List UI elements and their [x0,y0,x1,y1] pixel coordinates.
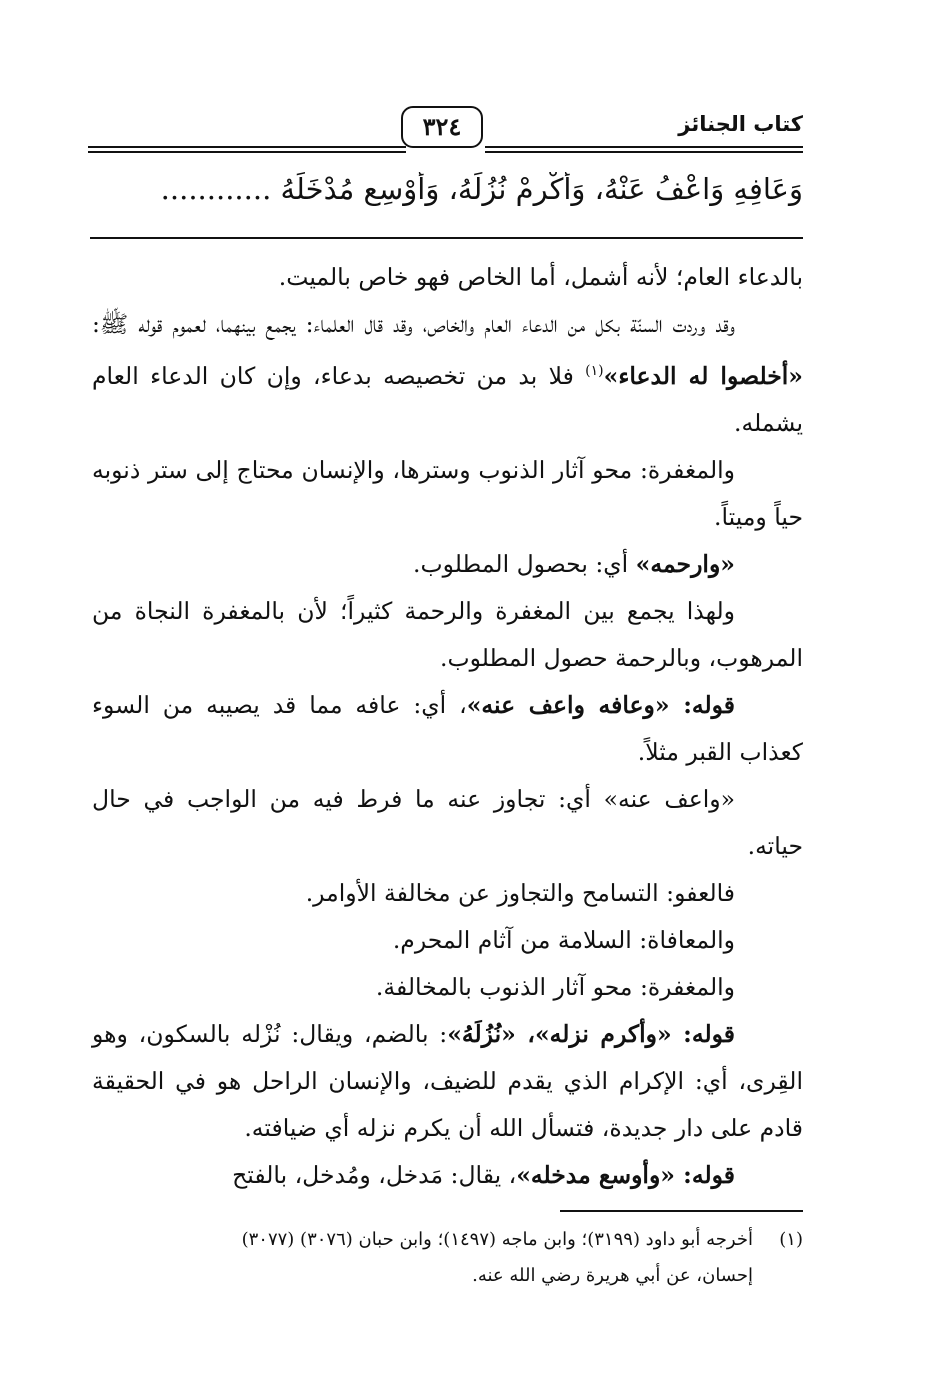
hadith-quote: «أخلصوا له الدعاء» [603,361,803,390]
paragraph [92,1152,803,1199]
footnote-line: إحسان، عن أبي هريرة رضي الله عنه. [472,1265,753,1286]
paragraph: والمغفرة: محو آثار الذنوب وسترها، والإنسان محتاج إلى ستر ذنوبه حياً وميتاً. [92,455,803,531]
commentary-body [92,254,803,1199]
text-run: أي: بحصول المطلوب. [413,549,636,578]
paragraph: ولهذا يجمع بين المغفرة والرحمة كثيراً؛ لأن بالمغفرة النجاة من المرهوب، وبالرحمة حصول المطلوب. [92,596,803,672]
header-rule [88,146,406,148]
paragraph [92,541,803,588]
header-rule [485,146,803,148]
text-run: فلا بد من تخصيصه بدعاء، وإن كان الدعاء العام يشمله. [92,361,803,437]
hadith-quote: قوله: «وعافه واعف عنه» [466,690,736,719]
footnote [92,1222,803,1294]
text-run: : بالضم، ويقال: نُزْله بالسكون، وهو القِرى، أي: الإكرام الذي يقدم للضيف، والإنسان الراحل هو في الحقيقة قادم على دار جديدة، فتسأل الله أن يكرم نزله أي ضيافته. [92,1019,803,1142]
matn-divider [90,237,803,239]
paragraph [92,682,803,776]
footnote-divider [560,1210,803,1212]
hadith-quote: قوله: «وأوسع مدخله» [516,1160,735,1189]
text-run: ، يقال: مَدخل، ومُدخل، بالفتح [232,1160,517,1189]
text-run: ، أي: عافه مما قد يصيبه من السوء كعذاب القبر مثلاً. [92,690,803,766]
footnote-number: (١) [779,1229,803,1250]
hadith-quote: قوله: «وأكرم نزله»، «نُزُلَهُ» [447,1019,735,1048]
matn-text: وَعَافِهِ وَاعْفُ عَنْهُ، وَأَكْرِمْ نُزُلَهُ، وَأَوْسِعِ مُدْخَلَهُ ............ [160,172,803,206]
page-number: ٣٢٤ [401,106,483,148]
book-title: كتاب الجنائز [678,112,803,136]
footnote-line [92,1222,803,1258]
footnote-text: أخرجه أبو داود (٣١٩٩)؛ وابن ماجه (١٤٩٧)؛ وابن حبان (٣٠٧٦) (٣٠٧٧) [241,1229,753,1250]
paragraph: والمعافاة: السلامة من آثام المحرم. [392,925,735,954]
header-rule [88,151,406,153]
paragraph: فالعفو: التسامح والتجاوز عن مخالفة الأوامر. [305,878,735,907]
paragraph: بالدعاء العام؛ لأنه أشمل، أما الخاص فهو خاص بالميت. [278,263,803,291]
text-run: وقد وردت السنّة بكل من الدعاء العام والخاص، وقد قال العلماء: يجمع بينهما، لعموم قوله ﷺ: [92,310,735,338]
paragraph [92,301,803,447]
running-header [88,100,803,156]
paragraph: «واعف عنه» أي: تجاوز عنه ما فرط فيه من الواجب في حال حياته. [92,784,803,860]
header-rule [485,151,803,153]
paragraph: والمغفرة: محو آثار الذنوب بالمخالفة. [375,972,735,1001]
footnote-ref[interactable]: (١) [585,363,604,379]
hadith-quote: «وارحمه» [635,549,735,578]
paragraph [92,1011,803,1152]
